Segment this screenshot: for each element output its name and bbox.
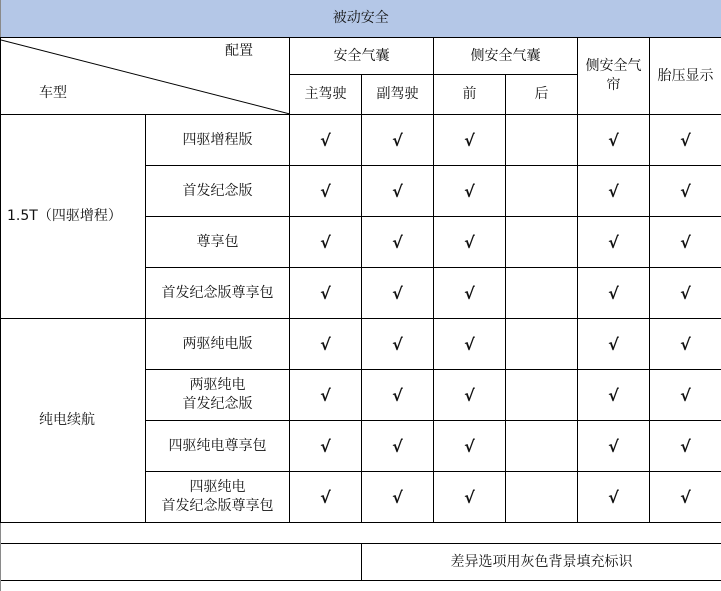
check-icon: √ [650,370,721,421]
trim-name: 尊享包 [146,217,290,268]
check-icon: √ [434,217,506,268]
empty-cell [506,472,578,523]
header-front: 前 [434,75,506,115]
check-icon: √ [290,217,362,268]
trim-name [146,472,290,523]
check-icon: √ [362,115,434,166]
empty-cell [506,370,578,421]
check-icon: √ [362,472,434,523]
trim-name: 首发纪念版尊享包 [146,268,290,319]
check-icon: √ [650,115,721,166]
check-icon: √ [290,115,362,166]
trim-name [146,370,290,421]
check-icon: √ [290,421,362,472]
header-airbag: 安全气囊 [290,38,434,75]
check-icon: √ [650,217,721,268]
table-title: 被动安全 [1,0,721,38]
header-tire-pressure: 胎压显示 [650,38,721,115]
check-icon: √ [290,370,362,421]
check-icon: √ [578,319,650,370]
check-icon: √ [578,370,650,421]
check-icon: √ [578,217,650,268]
check-icon: √ [434,166,506,217]
header-passenger: 副驾驶 [362,75,434,115]
trim-name-line2: 首发纪念版 [182,396,253,412]
check-icon: √ [578,166,650,217]
table-row [1,319,721,370]
header-driver: 主驾驶 [290,75,362,115]
check-icon: √ [578,421,650,472]
footer-blank-cell [1,544,362,581]
trim-name-line2: 首发纪念版尊享包 [161,498,274,514]
empty-cell [506,421,578,472]
empty-cell [506,217,578,268]
trim-name: 首发纪念版 [146,166,290,217]
check-icon: √ [650,319,721,370]
trim-name: 四驱增程版 [146,115,290,166]
check-icon: √ [434,472,506,523]
trim-name-line1: 两驱纯电 [189,377,246,393]
config-label: 配置 [225,43,253,59]
check-icon: √ [362,319,434,370]
check-icon: √ [434,421,506,472]
spacer-row [1,523,721,544]
header-rear: 后 [506,75,578,115]
header-side-curtain: 侧安全气帘 [578,38,650,115]
trim-name-line1: 四驱纯电 [189,479,246,495]
empty-cell [506,319,578,370]
trim-name: 两驱纯电版 [146,319,290,370]
empty-cell [506,268,578,319]
check-icon: √ [578,115,650,166]
corner-header [1,38,290,115]
check-icon: √ [434,319,506,370]
header-side-airbag: 侧安全气囊 [434,38,578,75]
group-name: 1.5T（四驱增程） [1,115,146,319]
check-icon: √ [290,166,362,217]
table-row [1,115,721,166]
group-name: 纯电续航 [1,319,146,523]
check-icon: √ [650,268,721,319]
check-icon: √ [650,472,721,523]
check-icon: √ [362,370,434,421]
check-icon: √ [290,268,362,319]
check-icon: √ [650,421,721,472]
check-icon: √ [650,166,721,217]
trim-name: 四驱纯电尊享包 [146,421,290,472]
check-icon: √ [578,472,650,523]
check-icon: √ [362,421,434,472]
check-icon: √ [434,115,506,166]
check-icon: √ [290,319,362,370]
check-icon: √ [362,268,434,319]
check-icon: √ [578,268,650,319]
check-icon: √ [434,268,506,319]
check-icon: √ [434,370,506,421]
empty-cell [506,115,578,166]
check-icon: √ [362,217,434,268]
check-icon: √ [290,472,362,523]
empty-cell [506,166,578,217]
footer-note: 差异选项用灰色背景填充标识 [362,544,721,581]
model-label: 车型 [39,85,67,101]
check-icon: √ [362,166,434,217]
